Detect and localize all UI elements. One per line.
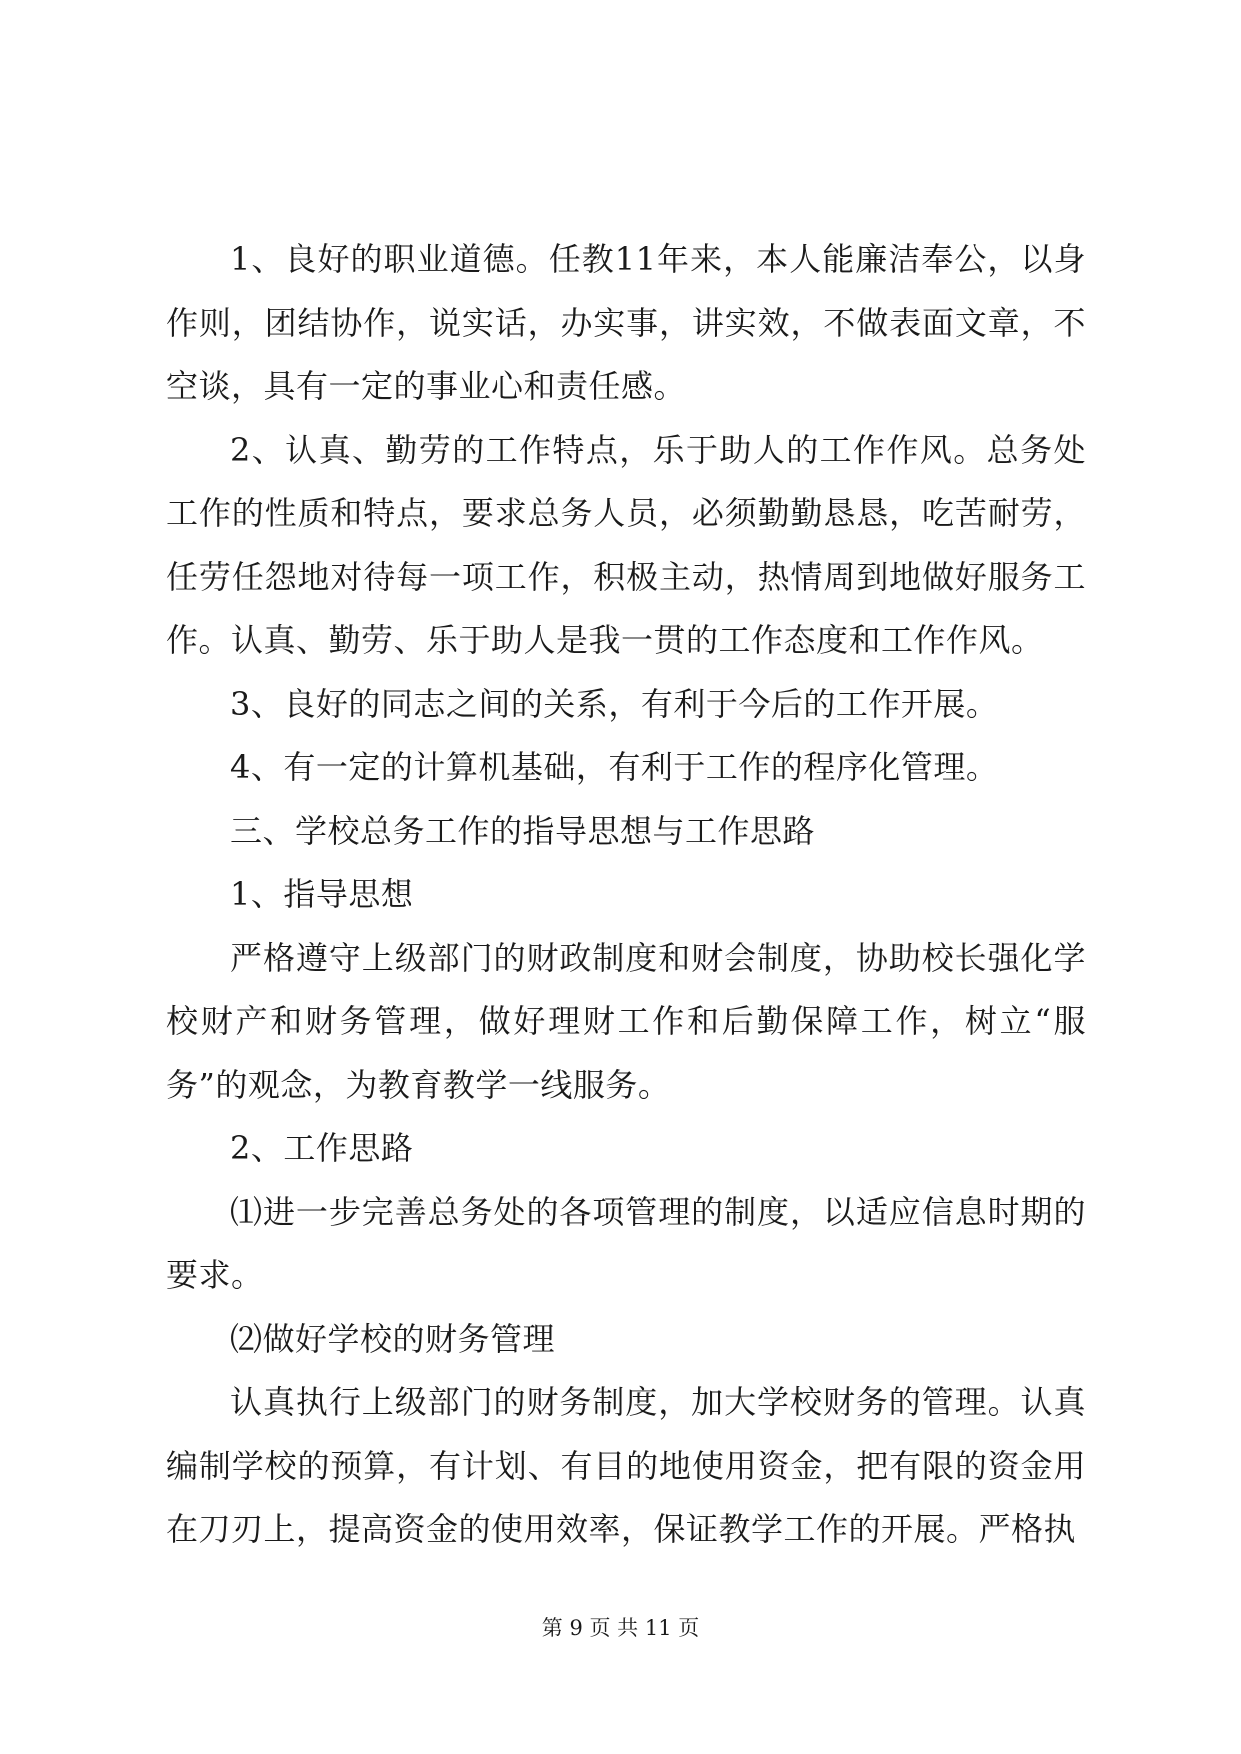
page-footer (0, 1614, 1241, 1642)
paragraph-2: 2、认真、勤劳的工作特点，乐于助人的工作作风。总务处工作的性质和特点，要求总务人员，必须勤勤恳恳，吃苦耐劳，任劳任怨地对待每一项工作，积极主动，热情周到地做好服务工作。认真、勤劳、乐于助人是我一贯的工作态度和工作作风。 (166, 430, 1086, 659)
document-body (166, 228, 1086, 1562)
subheading-guiding-thought: 1、指导思想 (230, 875, 414, 913)
subheading-work-approach: 2、工作思路 (230, 1129, 414, 1167)
section-heading: 三、学校总务工作的指导思想与工作思路 (230, 811, 816, 850)
paragraph-finance: 认真执行上级部门的财务制度，加大学校财务的管理。认真编制学校的预算，有计划、有目的地使用资金，把有限的资金用在刀刃上，提高资金的使用效率，保证教学工作的开展。严格执 (166, 1383, 1086, 1548)
paragraph-item-1: ⑴进一步完善总务处的各项管理的制度，以适应信息时期的要求。 (166, 1192, 1086, 1294)
paragraph-item-2: ⑵做好学校的财务管理 (230, 1319, 556, 1358)
page-number: 第 9 页 共 11 页 (541, 1616, 700, 1640)
paragraph-guiding-thought: 严格遵守上级部门的财政制度和财会制度，协助校长强化学校财产和财务管理，做好理财工作和后勤保障工作，树立“服务”的观念，为教育教学一线服务。 (166, 938, 1086, 1104)
paragraph-4: 4、有一定的计算机基础，有利于工作的程序化管理。 (230, 748, 999, 786)
paragraph-3: 3、良好的同志之间的关系，有利于今后的工作开展。 (230, 684, 999, 723)
paragraph-1: 1、良好的职业道德。任教11年来，本人能廉洁奉公，以身作则，团结协作，说实话，办实事，讲实效，不做表面文章，不空谈，具有一定的事业心和责任感。 (166, 240, 1086, 405)
